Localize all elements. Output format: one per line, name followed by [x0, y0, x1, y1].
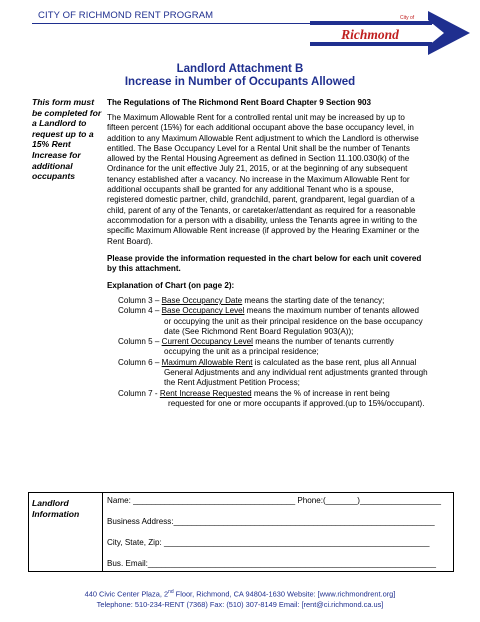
logo-wordmark: Richmond: [341, 27, 399, 42]
column-4-line: Column 4 – Base Occupancy Level means the maximum number of tenants allowed: [118, 306, 419, 316]
regulation-body: [107, 113, 447, 247]
city-state-zip-field[interactable]: City, State, Zip: ___________________________________________________________: [107, 538, 430, 547]
footer-address: 440 Civic Center Plaza, 2nd Floor, Richmond, CA 94804-1630 Website: [www.richmondrent.org]: [84, 589, 396, 599]
landlord-box-divider: [102, 492, 103, 572]
regulation-body-line: specific Maximum Allowable Rent increase (if approved by the Hearing Examiner or the: [107, 226, 420, 236]
column-7-line: Column 7 - Rent Increase Requested means the % of increase in rent being: [118, 388, 390, 398]
page-title: Landlord Attachment B: [176, 63, 304, 75]
footer-contact: Telephone: 510-234-RENT (7368) Fax: (510) 307-8149 Email: [rent@ci.richmond.ca.us]: [96, 600, 384, 609]
regulation-body-line: fifteen percent (15%) for each additional occupant above the base occupancy level, in: [107, 123, 414, 133]
regulation-body-line: accommodation for a person with a disability, unless the Tenants agree in writing to the: [107, 215, 418, 225]
column-6-line: Column 6 – Maximum Allowable Rent is calculated as the base rent, plus all Annual: [118, 357, 417, 367]
regulation-body-line: registered domestic partner, child, grandchild, parent, grandparent, legal guardian of a: [107, 195, 415, 205]
column-3-line: Column 3 – Base Occupancy Date means the starting date of the tenancy;: [118, 296, 385, 305]
landlord-info-label: Landlord Information: [32, 498, 80, 519]
regulation-body-line: The Maximum Allowable Rent for a controlled rental unit may be increased by up to: [107, 113, 405, 122]
svg-text:City of: City of: [400, 15, 415, 21]
explanation-heading: Explanation of Chart (on page 2):: [107, 281, 235, 290]
sidebar-note: This form must be completed for a Landlord to request up to a 15% Rent Increase for additional occupants: [32, 97, 102, 182]
regulation-body-line: entitled. The Base Occupancy Level for a Rental Unit shall be the number of Tenants: [107, 143, 410, 153]
richmond-logo: [310, 8, 470, 58]
instruction-line-1: Please provide the information requested in the chart below for each unit covered: [107, 254, 422, 263]
column-explanations: Column 3 – Base Occupancy Date means the starting date of the tenancy; Column 4 – Base Occupancy Level means the maximum number of tenants allowed or occupying the unit as their principal residence on the base occupancy date (See Richmond Rent Board Regulation 903(A)); Column 5 – Current Occupancy Level means the number of tenants currently occupying the unit as a principal residence; Column 6 – Maximum Allowable Rent is calculated as the base rent, plus all Annual General Adjustments and any individual rent adjustments granted through the Rent Adjustment Petition Process; Column 7 - Rent Increase Requested means the % of increase in rent being requested for one or more occupants if approved.(up to 15%/occupant).: [118, 296, 448, 409]
business-email-field[interactable]: Bus. Email:________________________________________________________________: [107, 559, 437, 568]
regulation-body-line: child, parent of any of the Tenants, or caretaker/attendant as required for a reasonable: [107, 205, 416, 215]
regulation-heading: The Regulations of The Richmond Rent Board Chapter 9 Section 903: [107, 98, 371, 107]
business-address-field[interactable]: Business Address:__________________________________________________________: [107, 517, 435, 526]
regulation-body-line: additional occupants shall be granted for any additional Tenant who is a spouse,: [107, 185, 394, 195]
regulation-body-line: tenancy established after a vacancy. No increase in the Maximum Allowable Rent for: [107, 174, 410, 184]
name-phone-field[interactable]: Name: ____________________________________ Phone:(_______)__________________: [107, 496, 441, 505]
regulation-body-line: allowed by the Rental Housing Agreement as defined in Section 11.100.030(k) of the: [107, 154, 410, 164]
regulation-body-line: addition to any Maximum Allowable Rent adjustment to which the Landlord is otherwise: [107, 133, 419, 143]
column-5-line: Column 5 – Current Occupancy Level means the number of tenants currently: [118, 337, 394, 347]
regulation-body-line: Rent Board).: [107, 236, 153, 246]
program-name: CITY OF RICHMOND RENT PROGRAM: [38, 10, 214, 21]
regulation-body-line: Ordinance for the unit effective July 21, 2015, or at the beginning of any subsequent: [107, 164, 408, 174]
page-subtitle: Increase in Number of Occupants Allowed: [124, 76, 356, 88]
instruction-line-2: by this attachment.: [107, 264, 181, 273]
